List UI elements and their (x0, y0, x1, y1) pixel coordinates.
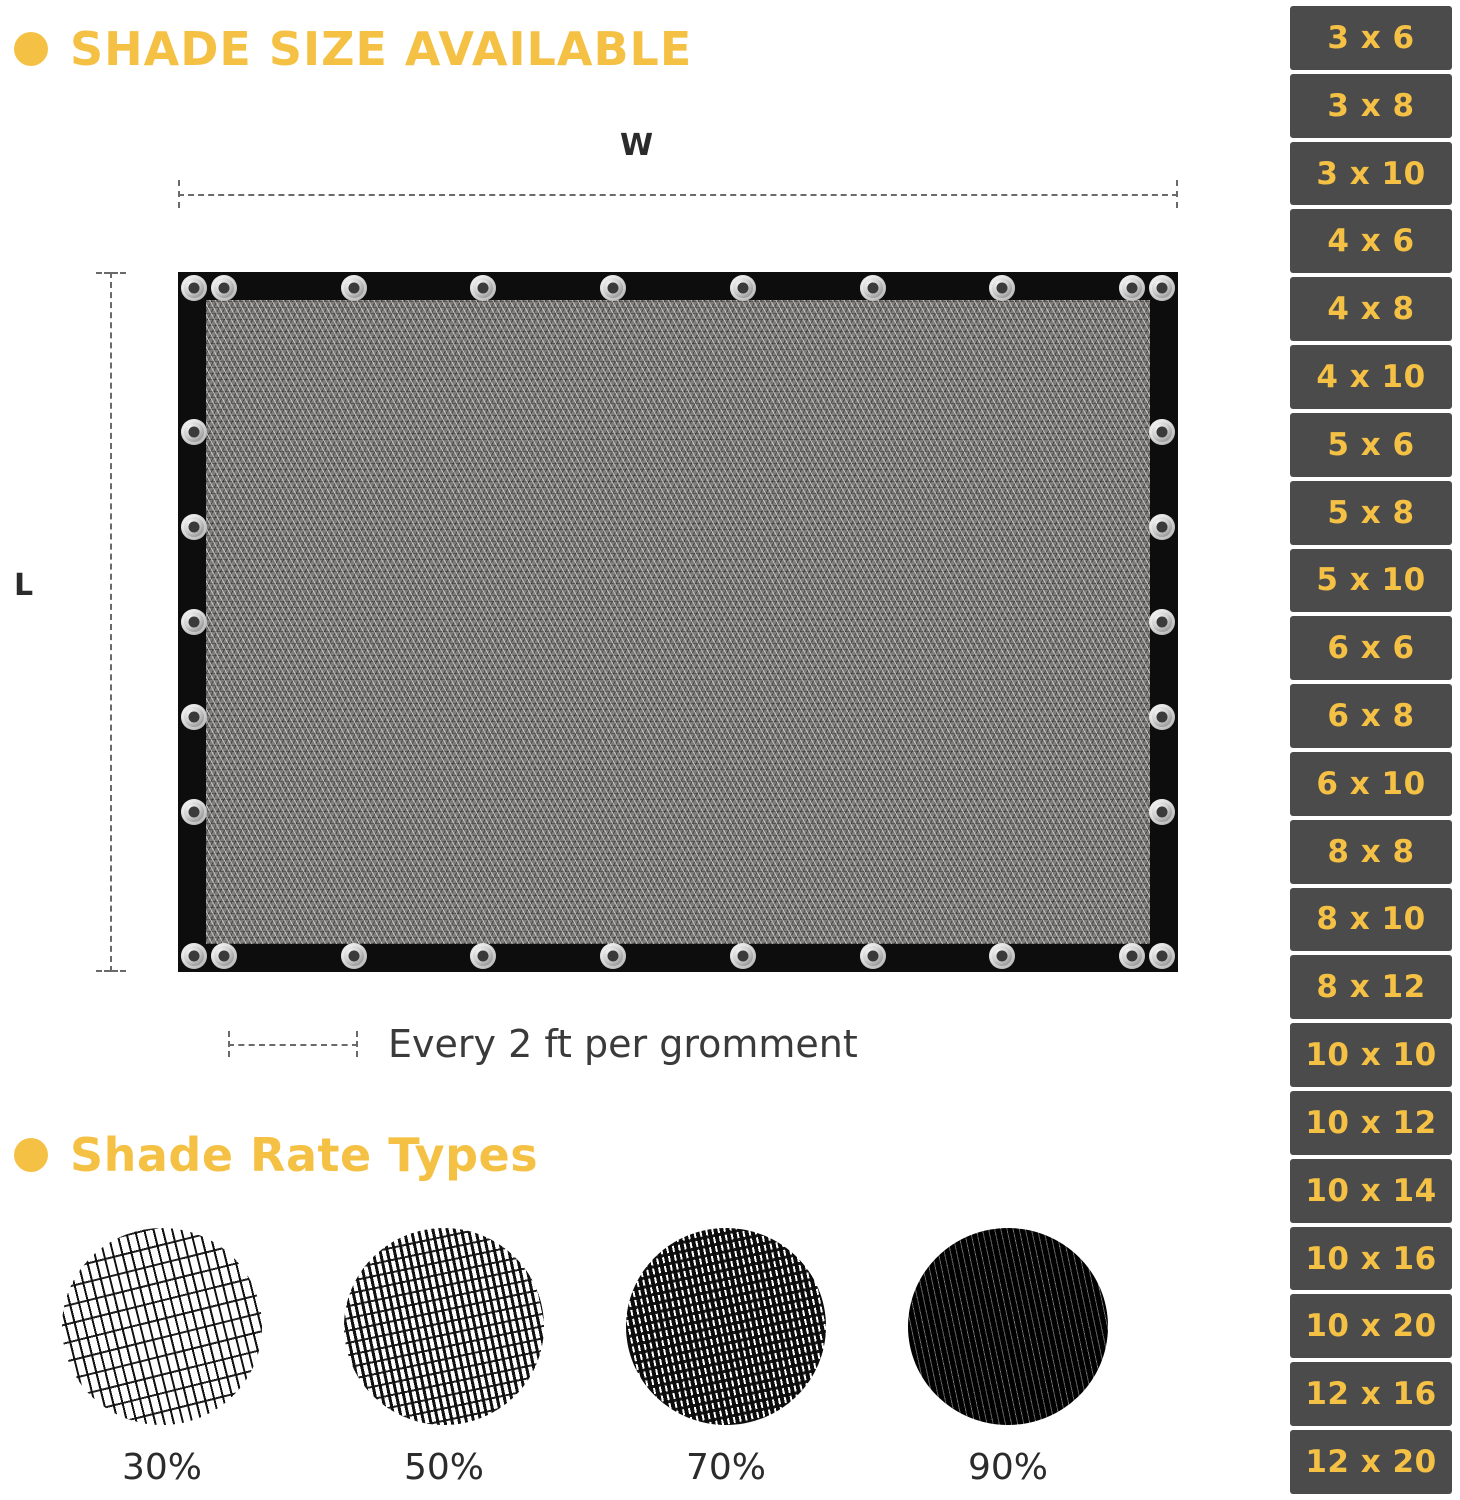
shade-size-heading (14, 22, 692, 76)
size-chip[interactable]: 10 x 14 (1290, 1159, 1452, 1223)
grommet-spacing-line (228, 1044, 358, 1046)
grommet-right (1149, 704, 1175, 730)
grommet-corner (181, 943, 207, 969)
size-chip[interactable]: 6 x 10 (1290, 752, 1452, 816)
grommet-spacing-text: Every 2 ft per gromment (388, 1022, 858, 1066)
shade-rate-item (626, 1228, 826, 1488)
grommet-top (341, 275, 367, 301)
grommet-spacing-note (228, 1022, 858, 1066)
grommet-corner (1149, 275, 1175, 301)
grommet-spacing-tick-right (356, 1031, 358, 1057)
shade-rate-swatch-icon (344, 1228, 544, 1425)
grommet-left (181, 514, 207, 540)
grommet-bottom (211, 943, 237, 969)
size-chip[interactable]: 10 x 16 (1290, 1227, 1452, 1291)
grommet-bottom (600, 943, 626, 969)
length-line (110, 272, 112, 972)
size-chip[interactable]: 8 x 12 (1290, 955, 1452, 1019)
shade-mesh-fabric (206, 300, 1150, 944)
shade-rate-swatch-icon (626, 1228, 826, 1425)
grommet-top (860, 275, 886, 301)
shade-size-heading-label: SHADE SIZE AVAILABLE (70, 22, 693, 76)
shade-rate-label: 70% (685, 1447, 766, 1488)
size-chip[interactable]: 8 x 8 (1290, 820, 1452, 884)
grommet-spacing-dimension (228, 1031, 358, 1057)
grommet-bottom (1119, 943, 1145, 969)
available-sizes-list (1290, 0, 1460, 1500)
size-chip[interactable]: 10 x 12 (1290, 1091, 1452, 1155)
bullet-dot-icon (14, 32, 48, 66)
grommet-bottom (341, 943, 367, 969)
size-chip[interactable]: 6 x 6 (1290, 616, 1452, 680)
shade-rate-item (344, 1228, 544, 1488)
size-chip[interactable]: 12 x 20 (1290, 1430, 1452, 1494)
shade-rate-label: 30% (121, 1447, 202, 1488)
grommet-top (989, 275, 1015, 301)
grommet-left (181, 704, 207, 730)
length-dimension-label: L (14, 568, 34, 603)
shade-cloth-illustration (178, 272, 1178, 972)
shade-rate-heading (14, 1128, 538, 1182)
size-chip[interactable]: 4 x 8 (1290, 277, 1452, 341)
grommet-top (600, 275, 626, 301)
shade-rate-item (62, 1228, 262, 1488)
grommet-top (730, 275, 756, 301)
grommet-top (1119, 275, 1145, 301)
size-chip[interactable]: 5 x 6 (1290, 413, 1452, 477)
grommet-top (470, 275, 496, 301)
grommet-right (1149, 609, 1175, 635)
grommet-left (181, 419, 207, 445)
bullet-dot-icon (14, 1138, 48, 1172)
width-line (178, 194, 1178, 196)
size-chip[interactable]: 10 x 10 (1290, 1023, 1452, 1087)
length-tick-bottom (96, 970, 126, 972)
size-chip[interactable]: 10 x 20 (1290, 1294, 1452, 1358)
size-chip[interactable]: 3 x 6 (1290, 6, 1452, 70)
grommet-right (1149, 514, 1175, 540)
grommet-bottom (470, 943, 496, 969)
size-chip[interactable]: 6 x 8 (1290, 684, 1452, 748)
size-chip[interactable]: 4 x 6 (1290, 209, 1452, 273)
shade-rate-heading-label: Shade Rate Types (70, 1128, 539, 1182)
size-chip[interactable]: 8 x 10 (1290, 888, 1452, 952)
shade-rate-swatch-icon (908, 1228, 1108, 1425)
grommet-corner (1149, 943, 1175, 969)
grommet-bottom (860, 943, 886, 969)
shade-rate-label: 90% (967, 1447, 1048, 1488)
width-dimension-label: W (620, 128, 654, 163)
size-chip[interactable]: 3 x 10 (1290, 142, 1452, 206)
size-chip[interactable]: 3 x 8 (1290, 74, 1452, 138)
shade-rate-list (62, 1228, 1202, 1488)
grommet-right (1149, 419, 1175, 445)
width-dimension-line (178, 180, 1178, 208)
shade-rate-item (908, 1228, 1108, 1488)
size-chip[interactable]: 5 x 10 (1290, 549, 1452, 613)
grommet-bottom (730, 943, 756, 969)
grommet-top (211, 275, 237, 301)
shade-rate-swatch-icon (62, 1228, 262, 1425)
width-tick-right (1176, 180, 1178, 208)
grommet-left (181, 799, 207, 825)
shade-rate-label: 50% (403, 1447, 484, 1488)
size-chip[interactable]: 4 x 10 (1290, 345, 1452, 409)
size-chip[interactable]: 12 x 16 (1290, 1362, 1452, 1426)
length-dimension-line (96, 272, 126, 972)
size-chip[interactable]: 5 x 8 (1290, 481, 1452, 545)
grommet-right (1149, 799, 1175, 825)
grommet-left (181, 609, 207, 635)
grommet-corner (181, 275, 207, 301)
grommet-bottom (989, 943, 1015, 969)
